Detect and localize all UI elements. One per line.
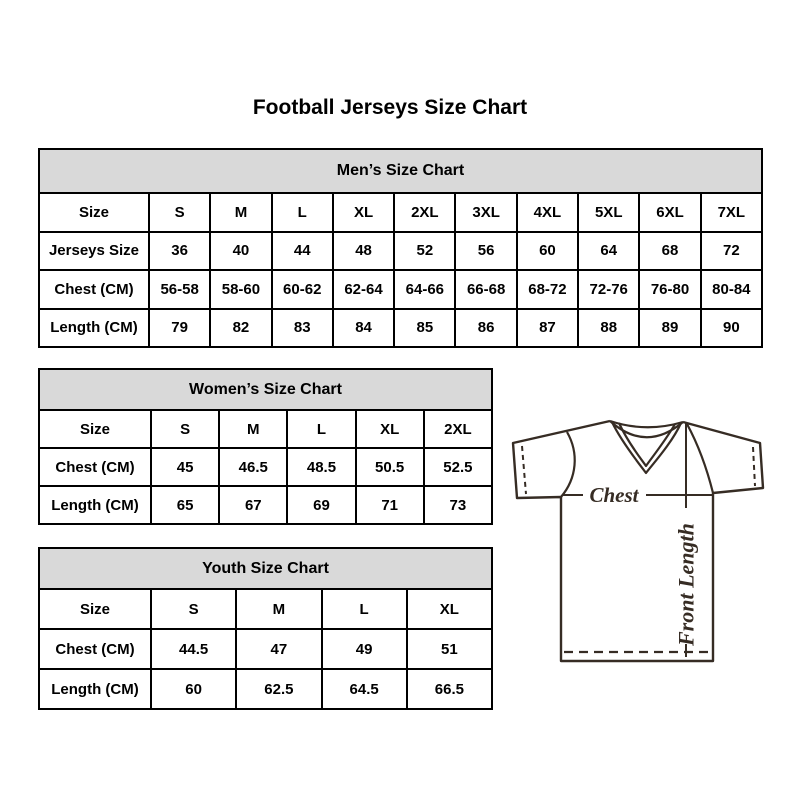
table-row (39, 589, 492, 629)
table-row (39, 448, 492, 486)
table-row (39, 629, 492, 669)
table-cell: 44.5 (151, 629, 236, 669)
table-cell: 84 (333, 309, 394, 348)
table-cell: XL (356, 410, 424, 448)
table-cell: 66-68 (455, 270, 516, 309)
row-label: Size (39, 410, 151, 448)
table-cell: 66.5 (407, 669, 492, 709)
table-cell: S (151, 410, 219, 448)
table-cell: 62-64 (333, 270, 394, 309)
womens-size-chart-table (38, 368, 493, 525)
right-cuff-dashed-line (753, 447, 755, 486)
jersey-measurement-diagram (505, 408, 777, 676)
table-cell: 52.5 (424, 448, 492, 486)
row-label: Chest (CM) (39, 448, 151, 486)
table-row (39, 193, 762, 232)
table-cell: 5XL (578, 193, 639, 232)
table-cell: 49 (322, 629, 407, 669)
table-title: Youth Size Chart (39, 548, 492, 589)
table-cell: 6XL (639, 193, 700, 232)
table-row (39, 669, 492, 709)
row-label: Size (39, 589, 151, 629)
table-cell: 2XL (424, 410, 492, 448)
table-row (39, 410, 492, 448)
row-label: Length (CM) (39, 669, 151, 709)
table-cell: 80-84 (701, 270, 762, 309)
front-length-label: Front Length (673, 523, 699, 646)
table-row (39, 232, 762, 271)
table-cell: 52 (394, 232, 455, 271)
table-cell: 64-66 (394, 270, 455, 309)
table-title: Women’s Size Chart (39, 369, 492, 410)
table-cell: 47 (236, 629, 321, 669)
table-cell: 71 (356, 486, 424, 524)
table-cell: 89 (639, 309, 700, 348)
table-cell: 3XL (455, 193, 516, 232)
table-cell: 45 (151, 448, 219, 486)
table-cell: 69 (287, 486, 355, 524)
table-cell: 82 (210, 309, 271, 348)
table-cell: 46.5 (219, 448, 287, 486)
table-cell: 76-80 (639, 270, 700, 309)
mens-size-chart-table (38, 148, 763, 348)
row-label: Jerseys Size (39, 232, 149, 271)
jersey-outline (513, 421, 763, 661)
table-header-row (39, 369, 492, 410)
table-cell: XL (333, 193, 394, 232)
table-cell: S (149, 193, 210, 232)
chest-label: Chest (589, 483, 639, 507)
table-cell: 36 (149, 232, 210, 271)
right-armhole-seam (687, 424, 713, 493)
table-row (39, 486, 492, 524)
table-cell: 2XL (394, 193, 455, 232)
row-label: Length (CM) (39, 309, 149, 348)
table-cell: L (272, 193, 333, 232)
table-cell: 67 (219, 486, 287, 524)
table-cell: 68 (639, 232, 700, 271)
table-cell: 51 (407, 629, 492, 669)
table-cell: 56 (455, 232, 516, 271)
table-cell: 68-72 (517, 270, 578, 309)
table-title: Men’s Size Chart (39, 149, 762, 193)
table-cell: 50.5 (356, 448, 424, 486)
row-label: Size (39, 193, 149, 232)
table-cell: 83 (272, 309, 333, 348)
table-header-row (39, 548, 492, 589)
row-label: Chest (CM) (39, 629, 151, 669)
table-cell: 65 (151, 486, 219, 524)
table-cell: 86 (455, 309, 516, 348)
table-cell: 48 (333, 232, 394, 271)
table-row (39, 309, 762, 348)
table-cell: 72 (701, 232, 762, 271)
table-cell: 7XL (701, 193, 762, 232)
row-label: Length (CM) (39, 486, 151, 524)
table-cell: 64 (578, 232, 639, 271)
table-cell: 72-76 (578, 270, 639, 309)
youth-size-chart-table (38, 547, 493, 710)
row-label: Chest (CM) (39, 270, 149, 309)
table-cell: 58-60 (210, 270, 271, 309)
table-cell: M (236, 589, 321, 629)
table-cell: 88 (578, 309, 639, 348)
table-cell: 60 (517, 232, 578, 271)
left-cuff-dashed-line (522, 446, 526, 494)
table-cell: 64.5 (322, 669, 407, 709)
table-cell: 4XL (517, 193, 578, 232)
table-cell: M (210, 193, 271, 232)
table-cell: 87 (517, 309, 578, 348)
table-cell: XL (407, 589, 492, 629)
table-header-row (39, 149, 762, 193)
table-cell: 73 (424, 486, 492, 524)
vneck-inner-curve (619, 423, 675, 466)
table-cell: 56-58 (149, 270, 210, 309)
table-cell: L (322, 589, 407, 629)
table-cell: M (219, 410, 287, 448)
table-cell: 60 (151, 669, 236, 709)
table-cell: S (151, 589, 236, 629)
table-cell: 48.5 (287, 448, 355, 486)
table-cell: 40 (210, 232, 271, 271)
table-cell: 85 (394, 309, 455, 348)
table-cell: L (287, 410, 355, 448)
left-armhole-seam (561, 432, 575, 497)
table-row (39, 270, 762, 309)
table-cell: 90 (701, 309, 762, 348)
table-cell: 62.5 (236, 669, 321, 709)
page-title: Football Jerseys Size Chart (252, 96, 528, 119)
table-cell: 79 (149, 309, 210, 348)
table-cell: 60-62 (272, 270, 333, 309)
table-cell: 44 (272, 232, 333, 271)
